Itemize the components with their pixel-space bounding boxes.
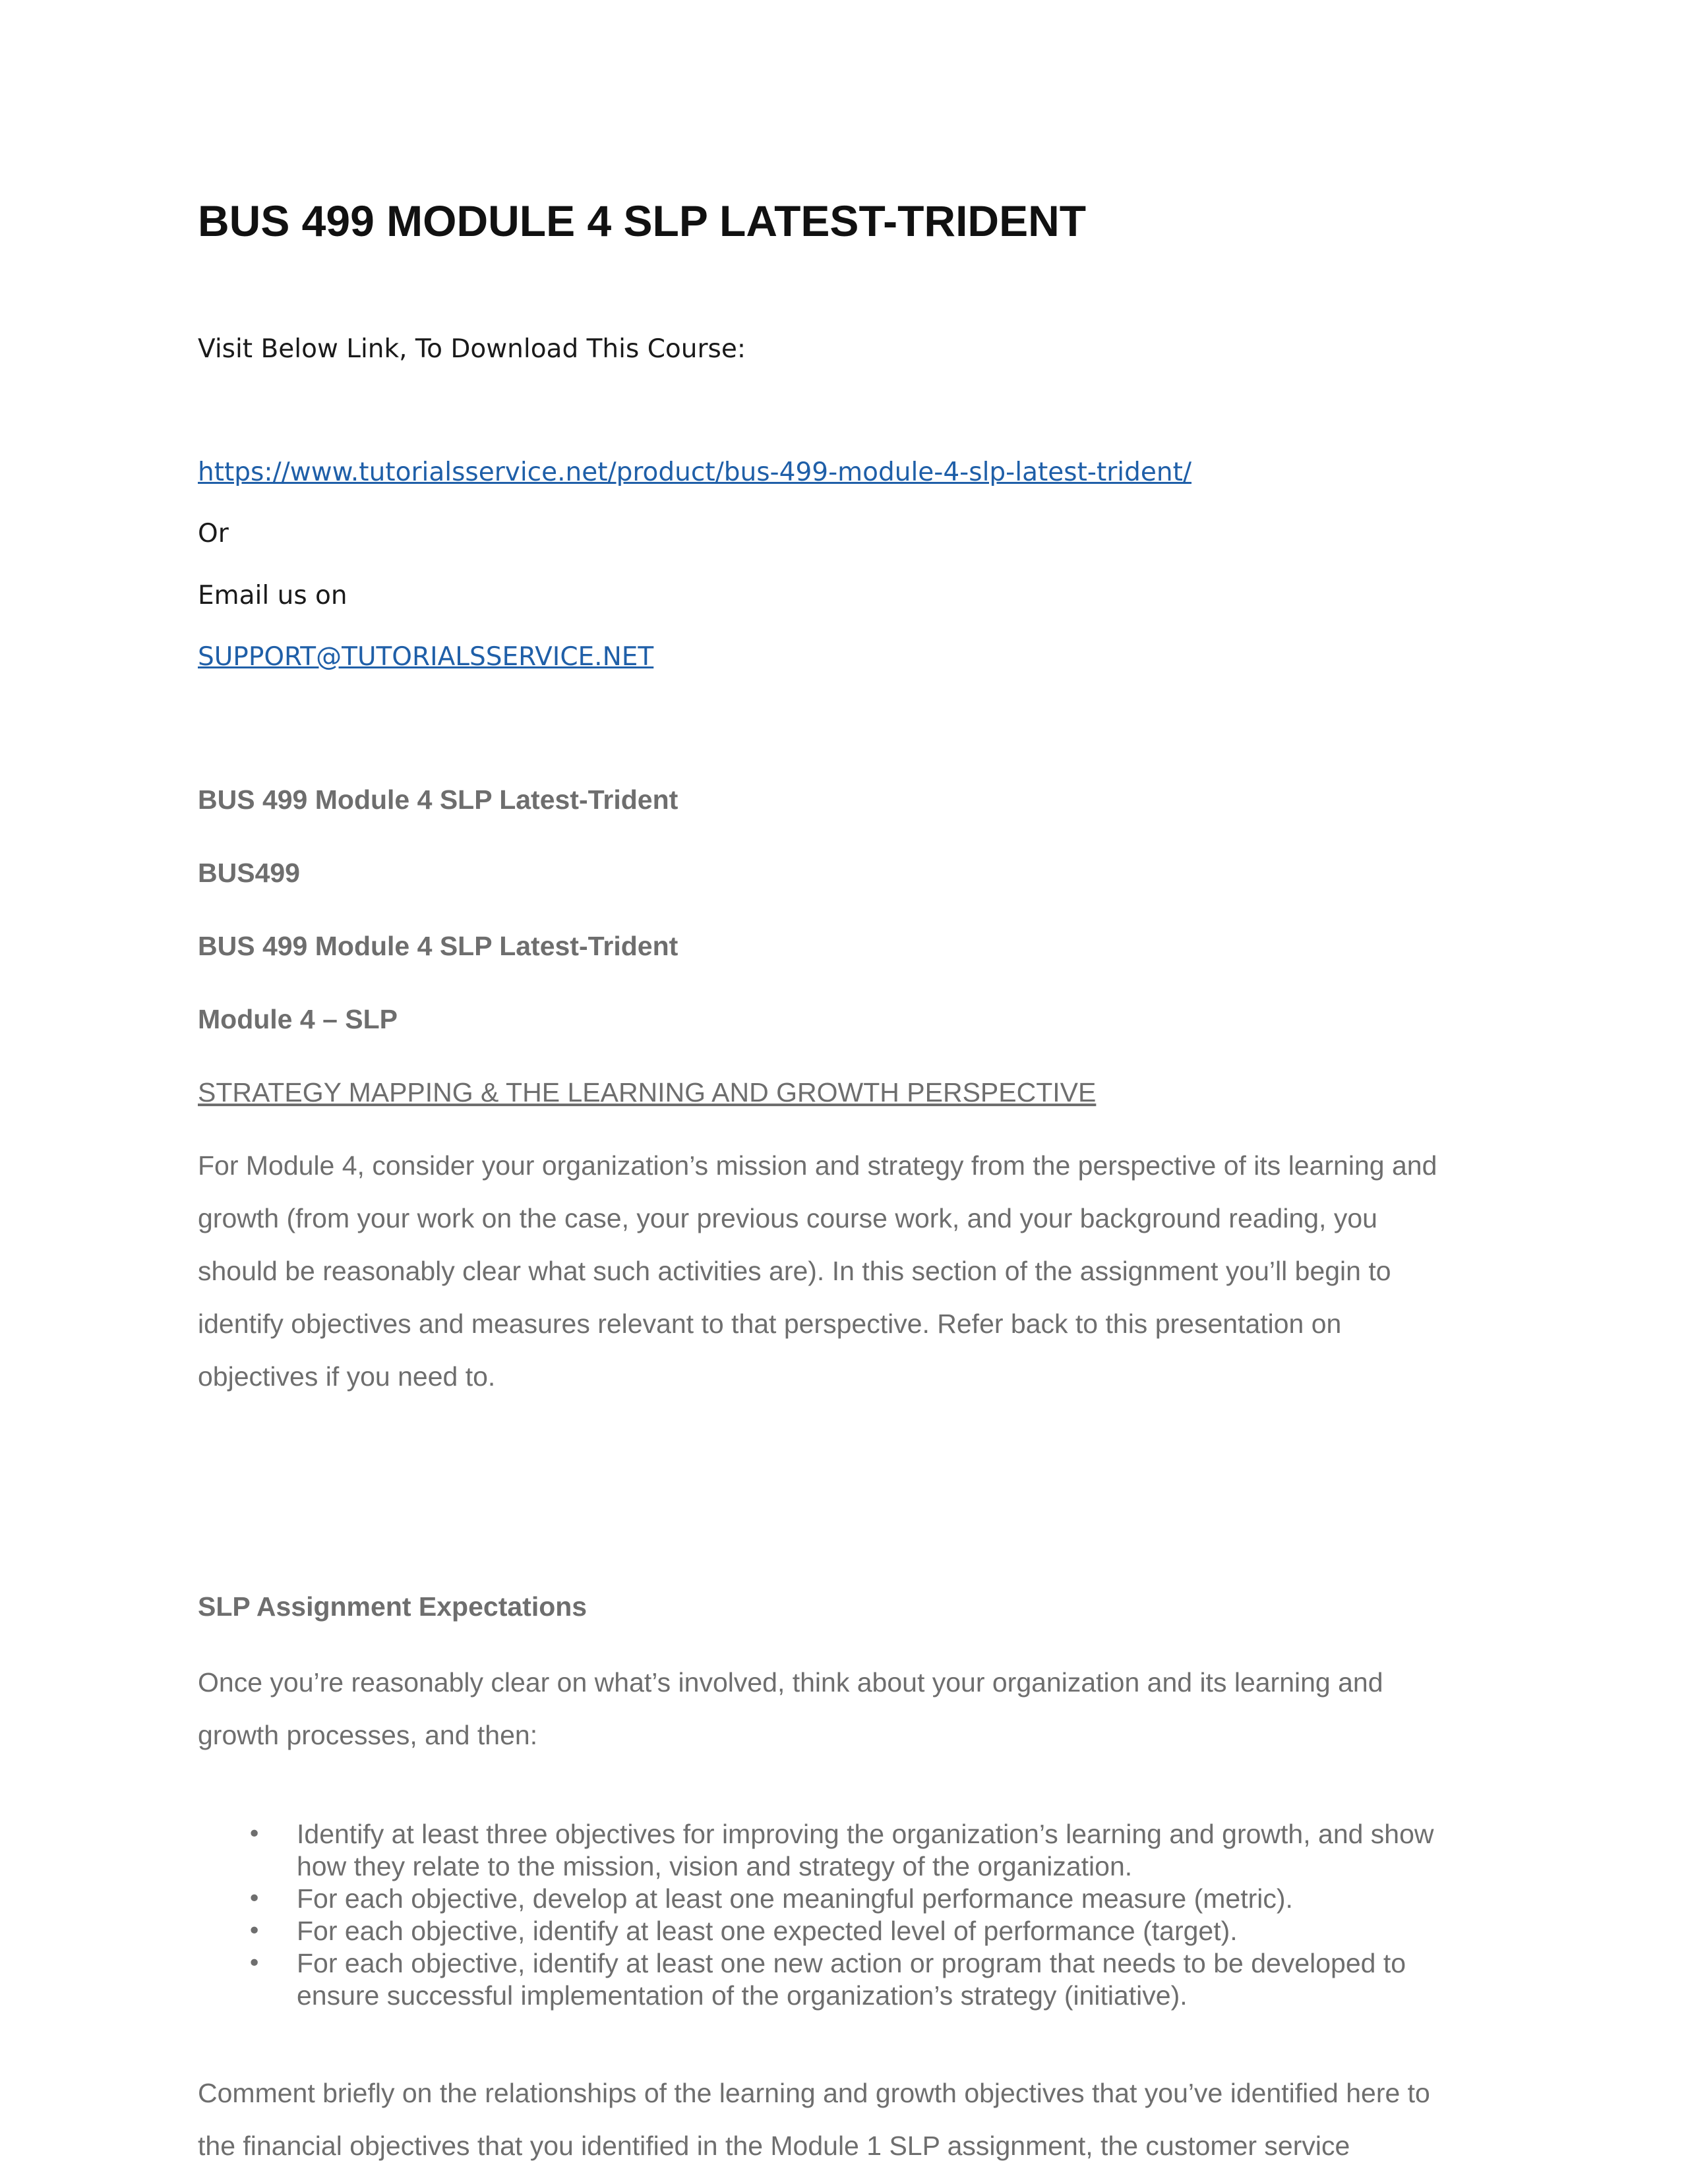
course-title-heading-repeat: BUS 499 Module 4 SLP Latest-Trident: [198, 931, 678, 961]
document-content: [198, 191, 1490, 2161]
support-email-link[interactable]: SUPPORT@TUTORIALSSERVICE.NET: [198, 642, 654, 672]
paragraph-line: Once you’re reasonably clear on what’s involved, think about your organization and its learning and: [198, 1667, 1383, 1697]
list-item: [198, 1818, 1490, 1883]
intro-paragraph: [198, 1139, 1490, 1403]
section-heading: STRATEGY MAPPING & THE LEARNING AND GROWTH PERSPECTIVE: [198, 1077, 1097, 1107]
list-item-line: For each objective, identify at least one expected level of performance (target).: [297, 1916, 1238, 1946]
list-item-line: how they relate to the mission, vision and strategy of the organization.: [297, 1851, 1133, 1881]
course-title-heading: BUS 499 Module 4 SLP Latest-Trident: [198, 784, 678, 815]
paragraph-line: identify objectives and measures relevant to that perspective. Refer back to this presentation on: [198, 1309, 1342, 1339]
paragraph-line: growth processes, and then:: [198, 1720, 538, 1750]
bullet-icon: •: [247, 1885, 262, 1912]
module-heading: Module 4 – SLP: [198, 1004, 398, 1034]
expectations-bullet-list: [198, 1818, 1490, 2012]
list-item: [198, 1915, 1490, 1947]
course-code-heading: BUS499: [198, 858, 300, 888]
paragraph-line: growth (from your work on the case, your previous course work, and your background reading, you: [198, 1203, 1377, 1233]
relationships-paragraph: [198, 2067, 1490, 2172]
visit-instruction: Visit Below Link, To Download This Course:: [198, 334, 746, 364]
email-us-text: Email us on: [198, 581, 347, 610]
list-item: [198, 1947, 1490, 2012]
bullet-icon: •: [247, 1918, 262, 1945]
list-item-line: For each objective, develop at least one meaningful performance measure (metric).: [297, 1883, 1293, 1914]
or-text: Or: [198, 519, 229, 548]
list-item-line: For each objective, identify at least one new action or program that needs to be developed to: [297, 1948, 1406, 1978]
paragraph-line: should be reasonably clear what such activities are). In this section of the assignment you’ll begin to: [198, 1256, 1391, 1286]
paragraph-line: For Module 4, consider your organization’s mission and strategy from the perspective of its learning and: [198, 1150, 1437, 1181]
course-download-link[interactable]: https://www.tutorialsservice.net/product/bus-499-module-4-slp-latest-trident/: [198, 457, 1192, 487]
paragraph-line: Comment briefly on the relationships of the learning and growth objectives that you’ve identified here to: [198, 2078, 1430, 2108]
list-item-line: ensure successful implementation of the organization’s strategy (initiative).: [297, 1980, 1188, 2011]
bullet-icon: •: [247, 1950, 262, 1977]
paragraph-line: objectives if you need to.: [198, 1361, 496, 1392]
list-item: [198, 1883, 1490, 1915]
expectations-paragraph: [198, 1656, 1490, 1761]
paragraph-line: the financial objectives that you identified in the Module 1 SLP assignment, the customer service: [198, 2131, 1350, 2161]
expectations-heading: SLP Assignment Expectations: [198, 1591, 588, 1622]
list-item-line: Identify at least three objectives for improving the organization’s learning and growth, and show: [297, 1819, 1434, 1849]
document-title: BUS 499 MODULE 4 SLP LATEST-TRIDENT: [198, 196, 1087, 245]
bullet-icon: •: [247, 1821, 262, 1848]
